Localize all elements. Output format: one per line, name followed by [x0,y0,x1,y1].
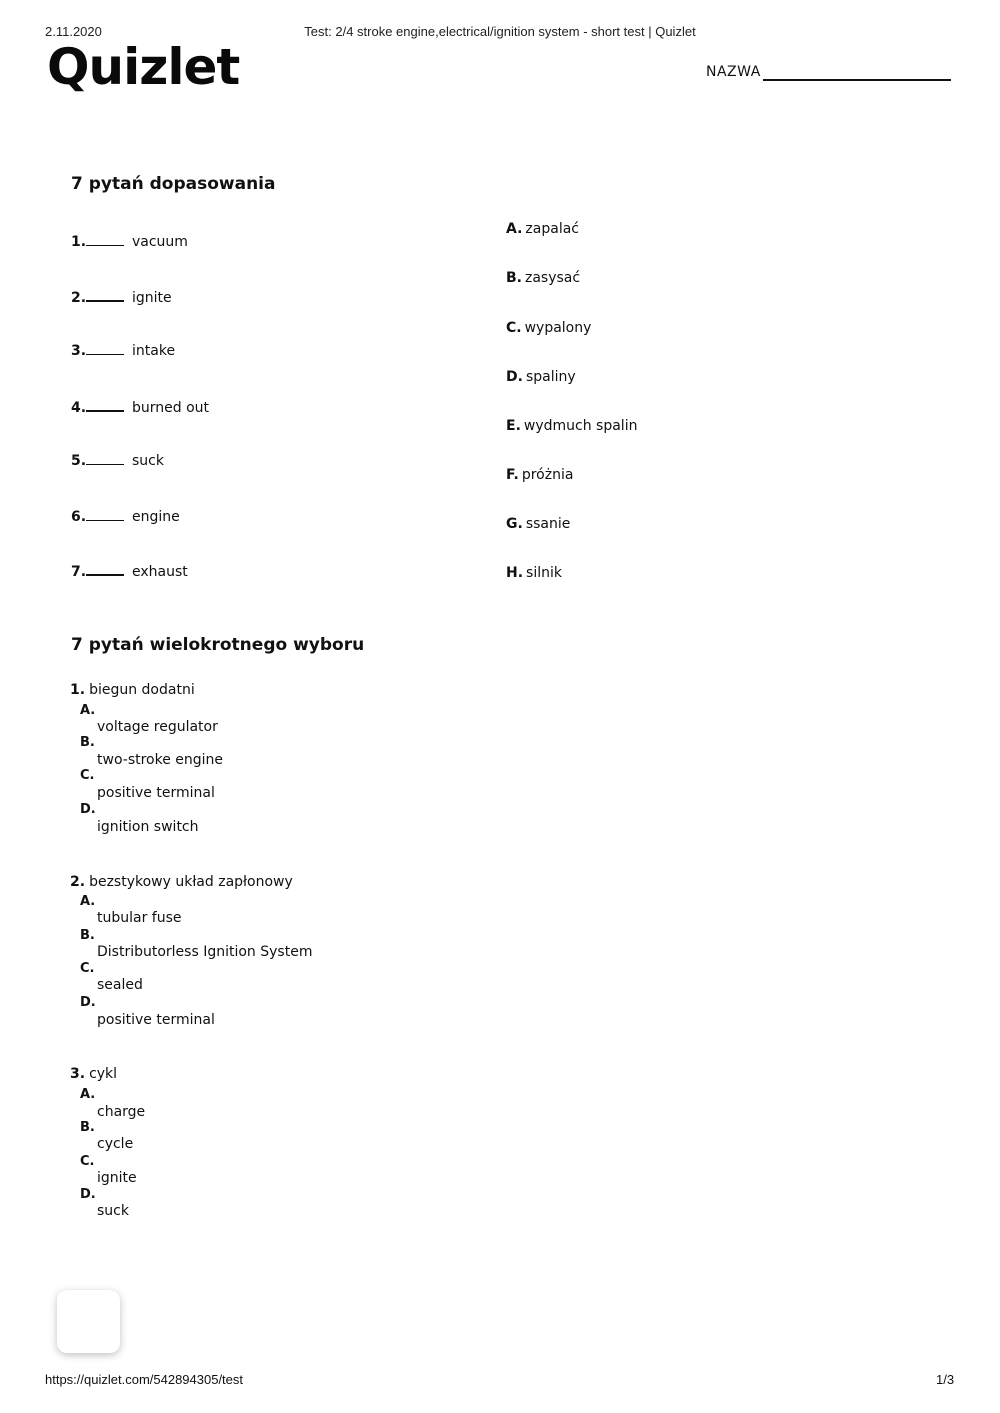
print-title: Test: 2/4 stroke engine,electrical/ignition system - short test | Quizlet [304,24,696,39]
option-text[interactable]: tubular fuse [97,910,182,926]
question-prompt: bezstykowy układ zapłonowy [89,874,293,890]
floating-action-button[interactable] [57,1290,120,1353]
option-letter[interactable]: A. [80,703,96,718]
matching-answer [506,221,579,237]
footer-url: https://quizlet.com/542894305/test [45,1372,244,1387]
option-text[interactable]: charge [97,1104,146,1120]
option-text[interactable]: two-stroke engine [97,752,224,768]
page-number: 1/3 [936,1372,955,1387]
option-letter[interactable]: C. [80,1154,95,1169]
option-text[interactable]: positive terminal [97,785,215,801]
option-text[interactable]: sealed [97,977,143,993]
question-number: 4. [71,400,87,416]
answer-blank[interactable] [86,398,124,412]
answer-text: wydmuch spalin [523,418,638,434]
name-label: NAZWA [706,64,761,80]
name-field[interactable] [763,79,951,81]
question-number: 3. [71,343,87,359]
option-text[interactable]: cycle [97,1136,134,1152]
answer-blank[interactable] [86,508,124,521]
option-letter[interactable]: A. [80,1087,96,1102]
question-number: 5. [71,453,87,469]
answer-letter: E. [506,418,521,434]
option-letter[interactable]: D. [80,802,96,817]
question-term: intake [132,343,176,359]
question-prompt: cykl [89,1066,118,1082]
question-number: 2. [71,290,87,306]
option-letter[interactable]: D. [80,995,96,1010]
question-number: 3. [70,1066,86,1082]
question-prompt: biegun dodatni [89,682,195,698]
question-number: 7. [71,564,87,580]
question-term: suck [132,453,164,469]
mc-section-title: 7 pytań wielokrotnego wyboru [71,635,365,655]
option-text[interactable]: voltage regulator [97,719,218,735]
matching-question [71,342,175,359]
answer-blank[interactable] [86,288,124,302]
question-term: burned out [132,400,210,416]
matching-question [71,233,188,250]
mc-question [70,874,293,890]
option-letter[interactable]: A. [80,894,96,909]
answer-letter: B. [506,270,522,286]
option-letter[interactable]: B. [80,735,95,750]
question-number: 1. [71,234,87,250]
answer-letter: F. [506,467,519,483]
answer-text: ssanie [525,516,571,532]
matching-answer [506,320,591,336]
question-number: 1. [70,682,86,698]
matching-question [71,508,180,525]
option-letter[interactable]: B. [80,928,95,943]
matching-question [71,398,209,416]
question-term: engine [132,509,180,525]
option-letter[interactable]: D. [80,1187,96,1202]
answer-text: zapalać [525,221,579,237]
answer-letter: G. [506,516,523,532]
print-date: 2.11.2020 [45,24,102,39]
matching-answer [506,565,562,581]
matching-answer [506,418,637,434]
matching-answer [506,270,580,286]
answer-text: wypalony [524,320,592,336]
option-letter[interactable]: B. [80,1120,95,1135]
option-text[interactable]: suck [97,1203,129,1219]
option-text[interactable]: ignition switch [97,819,199,835]
answer-blank[interactable] [86,452,124,465]
matching-answer [506,516,570,532]
matching-section-title: 7 pytań dopasowania [71,174,276,194]
matching-question [71,452,164,469]
question-number: 6. [71,509,87,525]
option-text[interactable]: ignite [97,1170,137,1186]
option-text[interactable]: positive terminal [97,1012,215,1028]
question-term: vacuum [132,234,188,250]
answer-letter: A. [506,221,523,237]
option-letter[interactable]: C. [80,961,95,976]
answer-blank[interactable] [86,562,124,576]
answer-letter: C. [506,320,522,336]
matching-answer [506,369,576,385]
answer-blank[interactable] [86,342,124,355]
mc-question [70,682,195,698]
quizlet-logo: Quizlet [47,38,240,96]
mc-question [70,1066,117,1082]
option-text[interactable]: Distributorless Ignition System [97,944,313,960]
question-term: exhaust [132,564,188,580]
answer-text: silnik [526,565,562,581]
matching-answer [506,467,573,483]
answer-text: spaliny [525,369,576,385]
question-term: ignite [132,290,172,306]
answer-text: zasysać [525,270,581,286]
answer-blank[interactable] [86,233,124,246]
answer-letter: D. [506,369,523,385]
option-letter[interactable]: C. [80,768,95,783]
matching-question [71,562,188,580]
matching-question [71,288,172,306]
answer-letter: H. [506,565,524,581]
answer-text: próżnia [521,467,574,483]
question-number: 2. [70,874,86,890]
